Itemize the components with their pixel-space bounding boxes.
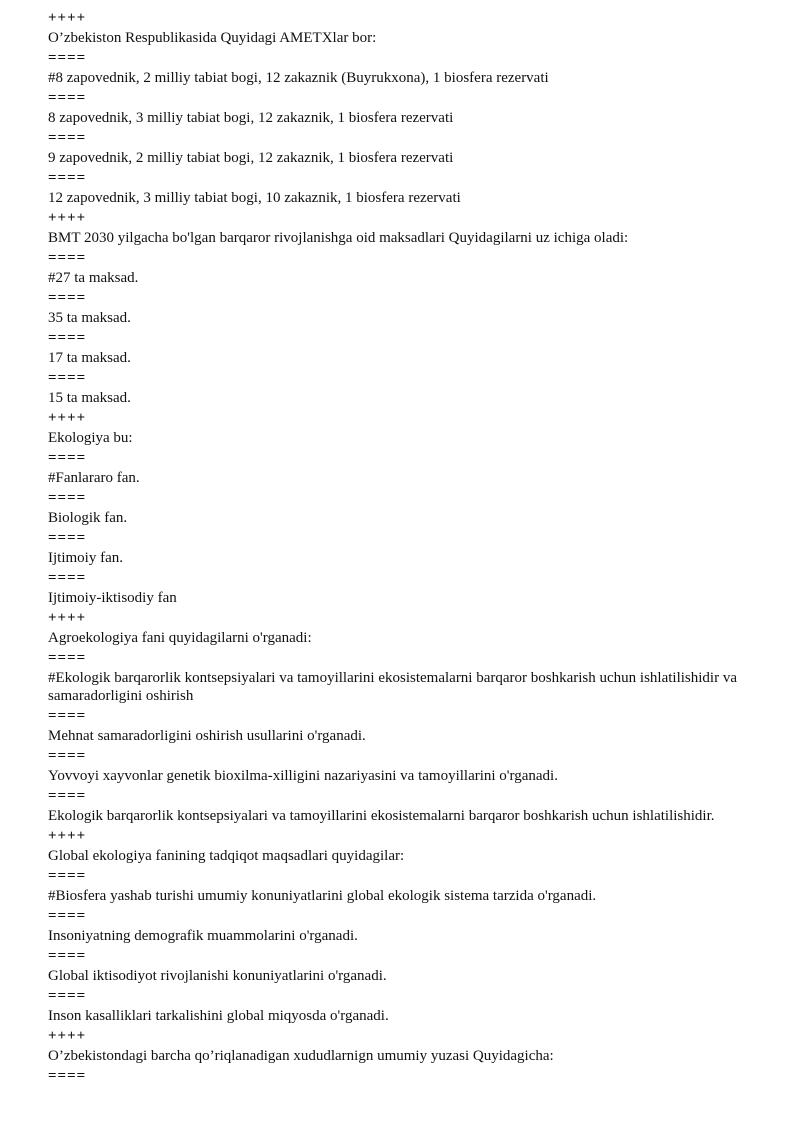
option-separator: ==== [48,90,87,106]
option-separator: ==== [48,330,87,346]
answer-option: #Fanlararo fan. [48,470,140,486]
answer-option: Global iktisodiyot rivojlanishi konuniyatlarini o'rganadi. [48,968,387,984]
answer-option: Inson kasalliklari tarkalishini global miqyosda o'rganadi. [48,1008,389,1024]
option-separator: ==== [48,490,87,506]
answer-option: Biologik fan. [48,510,128,526]
answer-option: Ijtimoiy-iktisodiy fan [48,590,177,606]
question-text: Ekologiya bu: [48,430,133,446]
question-separator: ++++ [48,828,87,844]
question-separator: ++++ [48,410,87,426]
answer-option: 15 ta maksad. [48,390,131,406]
answer-option: Insoniyatning demografik muammolarini o'rganadi. [48,928,358,944]
question-separator: ++++ [48,10,87,26]
option-separator: ==== [48,250,87,266]
option-separator: ==== [48,650,87,666]
question-text: Agroekologiya fani quyidagilarni o'rganadi: [48,630,312,646]
question-separator: ++++ [48,1028,87,1044]
answer-option: Ijtimoiy fan. [48,550,123,566]
option-separator: ==== [48,370,87,386]
option-separator: ==== [48,788,87,804]
option-separator: ==== [48,170,87,186]
option-separator: ==== [48,290,87,306]
option-separator: ==== [48,50,87,66]
option-separator: ==== [48,530,87,546]
option-separator: ==== [48,1068,87,1084]
option-separator: ==== [48,130,87,146]
answer-option: #Ekologik barqarorlik kontsepsiyalari va tamoyillarini ekosistemalarni barqaror boshkarish uchun ishlatilishidir va samaradorligini oshirish [48,670,738,704]
answer-option: #8 zapovednik, 2 milliy tabiat bogi, 12 zakaznik (Buyrukxona), 1 biosfera rezervati [48,70,549,86]
answer-option: 17 ta maksad. [48,350,131,366]
option-separator: ==== [48,908,87,924]
question-separator: ++++ [48,210,87,226]
option-separator: ==== [48,868,87,884]
answer-option: 12 zapovednik, 3 milliy tabiat bogi, 10 zakaznik, 1 biosfera rezervati [48,190,461,206]
question-text: O’zbekistondagi barcha qo’riqlanadigan xududlarnign umumiy yuzasi Quyidagicha: [48,1048,554,1064]
answer-option: 35 ta maksad. [48,310,131,326]
answer-option: Mehnat samaradorligini oshirish usullarini o'rganadi. [48,728,366,744]
option-separator: ==== [48,748,87,764]
answer-option: Yovvoyi xayvonlar genetik bioxilma-xilligini nazariyasini va tamoyillarini o'rganadi. [48,768,558,784]
answer-option: #Biosfera yashab turishi umumiy konuniyatlarini global ekologik sistema tarzida o'rganadi. [48,888,597,904]
answer-option: #27 ta maksad. [48,270,139,286]
question-text: Global ekologiya fanining tadqiqot maqsadlari quyidagilar: [48,848,405,864]
question-text: BMT 2030 yilgacha bo'lgan barqaror rivojlanishga oid maksadlari Quyidagilarni uz ichiga oladi: [48,230,629,246]
question-text: O’zbekiston Respublikasida Quyidagi AMETXlar bor: [48,30,377,46]
question-separator: ++++ [48,610,87,626]
option-separator: ==== [48,450,87,466]
answer-option: 8 zapovednik, 3 milliy tabiat bogi, 12 zakaznik, 1 biosfera rezervati [48,110,454,126]
answer-option: 9 zapovednik, 2 milliy tabiat bogi, 12 zakaznik, 1 biosfera rezervati [48,150,454,166]
option-separator: ==== [48,988,87,1004]
option-separator: ==== [48,948,87,964]
document-page [48,8,768,1086]
answer-option: Ekologik barqarorlik kontsepsiyalari va tamoyillarini ekosistemalarni barqaror boshkarish uchun ishlatilishidir. [48,808,715,824]
option-separator: ==== [48,570,87,586]
option-separator: ==== [48,708,87,724]
